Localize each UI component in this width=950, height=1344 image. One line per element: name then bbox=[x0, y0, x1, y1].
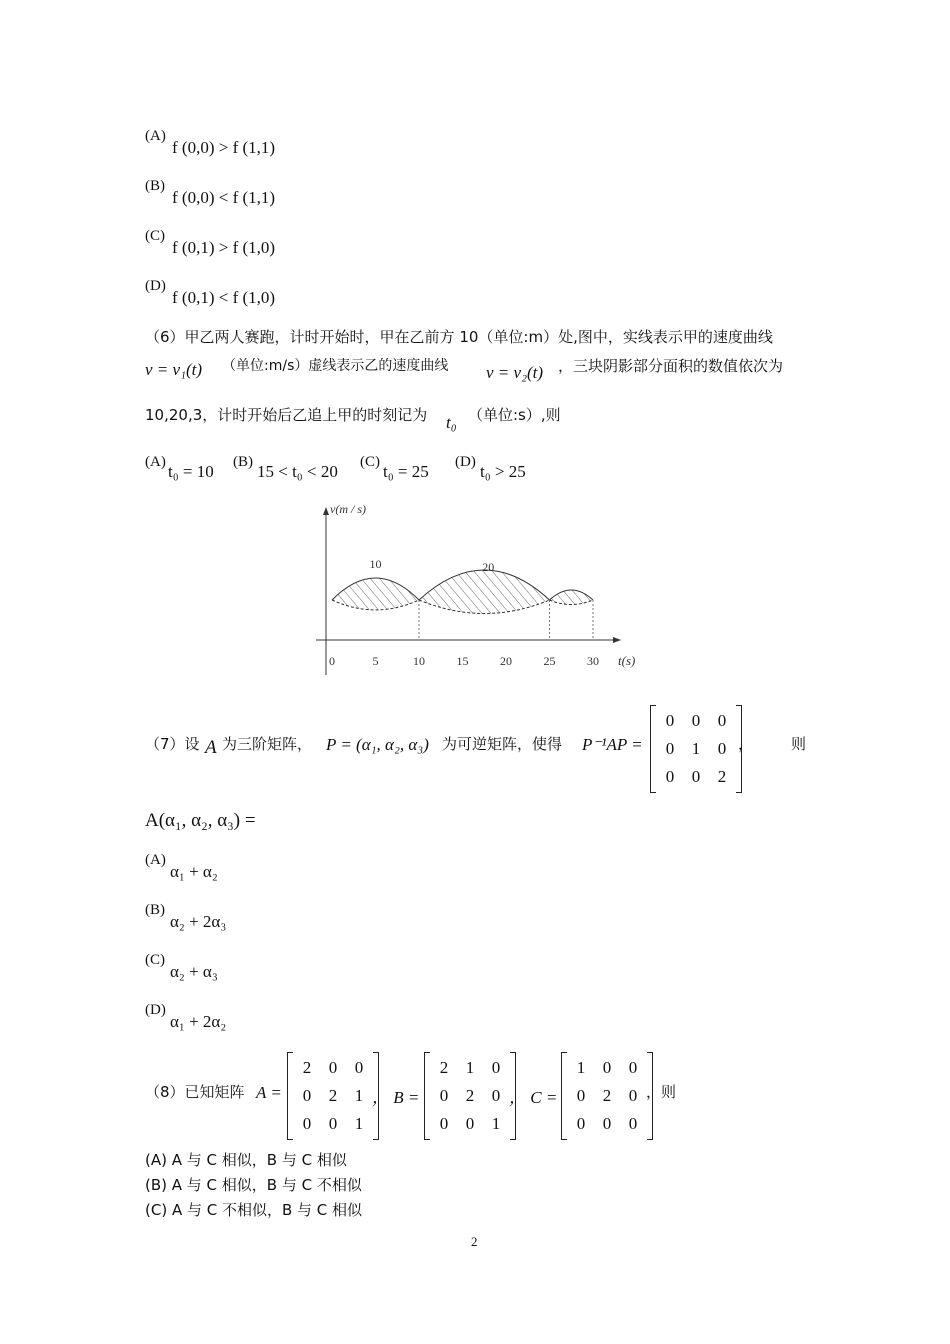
q5-opt-c-expr: f (0,1) > f (1,0) bbox=[172, 238, 276, 257]
q7-tail: ， bbox=[738, 735, 754, 753]
q8-b-cell-1-0: 0 bbox=[439, 1086, 449, 1105]
q7-matrix-cell-0-2: 0 bbox=[717, 711, 727, 730]
q8-c-cell-2-2: 0 bbox=[628, 1114, 638, 1133]
q7-opt-d-label: (D) bbox=[145, 1002, 166, 1018]
q7-matrix-cell-1-1: 1 bbox=[691, 739, 701, 758]
q8-c-cell-2-1: 0 bbox=[602, 1114, 612, 1133]
q7-lead: （7）设 bbox=[145, 735, 200, 753]
q8-c-cell-0-2: 0 bbox=[628, 1058, 638, 1077]
q6-line3-tail: （单位:s）,则 bbox=[468, 406, 561, 424]
q7-opt-c-expr: α₂ + α₃ bbox=[170, 962, 218, 981]
q8-C-eq: ， C = bbox=[509, 1088, 558, 1107]
q6-line3: 10,20,3，计时开始后乙追上甲的时刻记为 bbox=[145, 406, 428, 424]
q6-v1: v = v₁(t) bbox=[145, 360, 203, 379]
q8-b-cell-2-1: 0 bbox=[465, 1114, 475, 1133]
q8-b-cell-0-2: 0 bbox=[491, 1058, 501, 1077]
x-axis-label: t(s) bbox=[618, 653, 636, 668]
q8-b-cell-0-0: 2 bbox=[439, 1058, 449, 1077]
x-tick-10: 10 bbox=[413, 654, 425, 668]
q7-matrix-cell-0-1: 0 bbox=[691, 711, 701, 730]
q7-matrix-cell-2-2: 2 bbox=[717, 767, 727, 786]
q8-opt-b: (B) A 与 C 相似，B 与 C 不相似 bbox=[145, 1176, 362, 1194]
q8-a-cell-1-1: 2 bbox=[328, 1086, 338, 1105]
q5-opt-a-label: (A) bbox=[145, 128, 166, 144]
x-tick-20: 20 bbox=[500, 654, 512, 668]
q8-b-cell-2-2: 1 bbox=[491, 1114, 501, 1133]
q8-matrix-b bbox=[424, 1052, 516, 1140]
q7-matrix-cell-0-0: 0 bbox=[665, 711, 675, 730]
q8-b-cell-0-1: 1 bbox=[465, 1058, 475, 1077]
q8-c-cell-1-2: 0 bbox=[628, 1086, 638, 1105]
q7-A: A bbox=[205, 737, 217, 758]
q6-line2-tail: ，三块阴影部分面积的数值依次为 bbox=[558, 357, 784, 375]
q8-matrix-c bbox=[561, 1052, 653, 1140]
q7-then: 则 bbox=[791, 735, 807, 753]
q8-A-eq: A = bbox=[256, 1083, 282, 1102]
q8-b-cell-2-0: 0 bbox=[439, 1114, 449, 1133]
q8-matrix-a bbox=[287, 1052, 379, 1140]
q7-PAP: P⁻¹AP = bbox=[582, 735, 643, 754]
q8-tail: ，则 bbox=[646, 1083, 677, 1101]
q6-unit-mid: （单位:m/s）虚线表示乙的速度曲线 bbox=[222, 358, 449, 374]
y-axis-label: v(m / s) bbox=[330, 502, 366, 516]
q8-opt-c: (C) A 与 C 不相似，B 与 C 相似 bbox=[145, 1201, 363, 1219]
x-tick-30: 30 bbox=[587, 654, 599, 668]
q7-matrix-cell-2-0: 0 bbox=[665, 767, 675, 786]
q5-opt-d-expr: f (0,1) < f (1,0) bbox=[172, 288, 276, 307]
q8-c-cell-0-0: 1 bbox=[576, 1058, 586, 1077]
q7-opt-a-label: (A) bbox=[145, 852, 166, 868]
q8-a-cell-2-0: 0 bbox=[302, 1114, 312, 1133]
q7-opt-b-expr: α₂ + 2α₃ bbox=[170, 912, 227, 931]
q6-line1: （6）甲乙两人赛跑，计时开始时，甲在乙前方 10（单位:m）处,图中，实线表示甲的速度曲线 bbox=[145, 328, 773, 346]
q5-opt-c-label: (C) bbox=[145, 228, 165, 244]
q8-c-cell-0-1: 0 bbox=[602, 1058, 612, 1077]
q7-P: P = (α₁, α₂, α₃) bbox=[326, 735, 429, 754]
q8-b-cell-1-1: 2 bbox=[465, 1086, 475, 1105]
q6-opt-d-expr: t₀ > 25 bbox=[480, 462, 526, 481]
q6-opt-c-expr: t₀ = 25 bbox=[383, 462, 429, 481]
q5-opt-a-expr: f (0,0) > f (1,1) bbox=[172, 138, 276, 157]
q7-matrix-cell-1-2: 0 bbox=[717, 739, 727, 758]
x-tick-25: 25 bbox=[543, 654, 556, 668]
x-axis-arrow bbox=[613, 637, 621, 643]
q7-matrix bbox=[650, 705, 742, 793]
q6-opt-d-label: (D) bbox=[455, 454, 476, 470]
q8-c-cell-1-0: 0 bbox=[576, 1086, 586, 1105]
x-tick-5: 5 bbox=[372, 654, 379, 668]
q8-a-cell-2-2: 1 bbox=[354, 1114, 364, 1133]
q7-opt-a-expr: α₁ + α₂ bbox=[170, 862, 218, 881]
q5-opt-b-expr: f (0,0) < f (1,1) bbox=[172, 188, 276, 207]
q8-c-cell-2-0: 0 bbox=[576, 1114, 586, 1133]
q8-a-cell-1-0: 0 bbox=[302, 1086, 312, 1105]
velocity-chart bbox=[300, 495, 640, 680]
q6-v2: v = v₂(t) bbox=[486, 363, 544, 382]
q8-opt-a: (A) A 与 C 相似，B 与 C 相似 bbox=[145, 1151, 347, 1169]
region-label-20: 20 bbox=[482, 560, 495, 574]
q7-mid1: 为三阶矩阵， bbox=[222, 735, 313, 753]
q7-matrix-cell-2-1: 0 bbox=[691, 767, 701, 786]
y-axis-arrow bbox=[323, 507, 329, 515]
q6-opt-b-expr: 15 < t₀ < 20 bbox=[257, 462, 338, 481]
q8-b-cell-1-2: 0 bbox=[491, 1086, 501, 1105]
x-tick-0: 0 bbox=[329, 654, 335, 668]
q6-opt-c-label: (C) bbox=[360, 454, 380, 470]
q6-t0: t₀ bbox=[446, 413, 457, 432]
q7-opt-c-label: (C) bbox=[145, 952, 165, 968]
q5-opt-d-label: (D) bbox=[145, 278, 166, 294]
page-number: 2 bbox=[471, 1234, 478, 1249]
q7-opt-b-label: (B) bbox=[145, 902, 165, 918]
q6-opt-a-label: (A) bbox=[145, 454, 166, 470]
q8-lead: （8）已知矩阵 bbox=[145, 1083, 245, 1101]
q8-a-cell-0-0: 2 bbox=[302, 1058, 312, 1077]
region-label-10: 10 bbox=[369, 557, 382, 571]
q7-opt-d-expr: α₁ + 2α₂ bbox=[170, 1012, 227, 1031]
q8-a-cell-0-1: 0 bbox=[328, 1058, 338, 1077]
q6-opt-a-expr: t₀ = 10 bbox=[168, 462, 214, 481]
q8-a-cell-2-1: 0 bbox=[328, 1114, 338, 1133]
q7-expr: A(α₁, α₂, α₃) = bbox=[145, 810, 256, 831]
q8-a-cell-1-2: 1 bbox=[354, 1086, 364, 1105]
q6-opt-b-label: (B) bbox=[233, 454, 253, 470]
x-tick-15: 15 bbox=[456, 654, 469, 668]
q7-matrix-cell-1-0: 0 bbox=[665, 739, 675, 758]
q5-opt-b-label: (B) bbox=[145, 178, 165, 194]
q8-a-cell-0-2: 0 bbox=[354, 1058, 364, 1077]
q8-c-cell-1-1: 2 bbox=[602, 1086, 612, 1105]
q8-B-eq: ， B = bbox=[372, 1088, 420, 1107]
q7-mid2: 为可逆矩阵，使得 bbox=[442, 735, 563, 753]
